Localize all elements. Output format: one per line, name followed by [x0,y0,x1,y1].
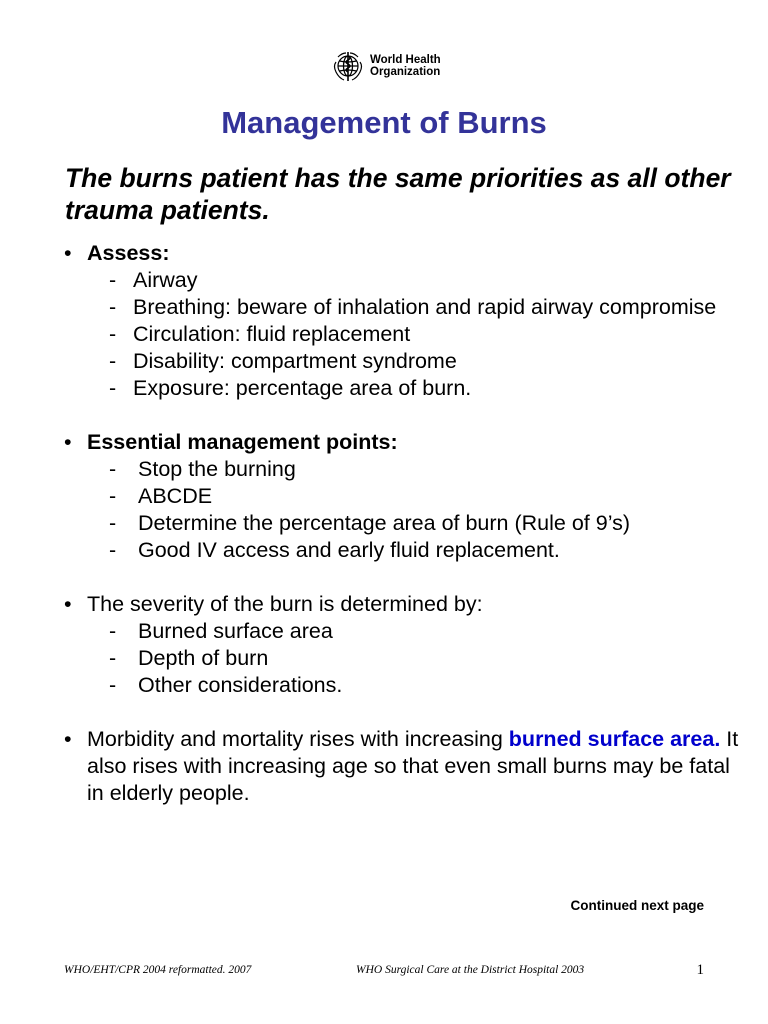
list-item: - Exposure: percentage area of burn. [109,376,472,400]
section-heading: Assess: [87,241,170,265]
section-morbidity [64,726,744,807]
list-item: - Burned surface area [109,619,333,643]
section-assess [64,240,744,402]
section-essential-management [64,429,744,564]
list-item: - Disability: compartment syndrome [109,349,457,373]
list-item: - Good IV access and early fluid replacement. [109,538,560,562]
sub-list [64,618,744,699]
list-item: - Determine the percentage area of burn (Rule of 9’s) [109,511,630,535]
organization-name-line2: Organization [370,66,441,78]
who-logo [330,48,441,84]
sub-list [64,456,744,564]
continued-note: Continued next page [570,898,704,913]
bullet-icon: • [64,592,72,616]
organization-name [370,54,441,78]
footer-document-code: WHO/EHT/CPR 2004 reformatted. 2007 [64,964,252,976]
list-item: - Circulation: fluid replacement [109,322,411,346]
sub-list [64,267,744,402]
section-severity [64,591,744,699]
list-item: - Other considerations. [109,673,343,697]
bullet-icon: • [64,430,72,454]
list-item: - Breathing: beware of inhalation and rapid airway compromise [109,295,717,319]
section-heading: Essential management points: [87,430,398,454]
bullet-icon: • [64,241,72,265]
page-title: Management of Burns [221,105,547,140]
list-item: - Airway [109,268,198,292]
page-subtitle: The burns patient has the same priorities as all other trauma patients. [65,163,731,225]
who-emblem-icon [330,48,366,84]
content-body [64,240,744,834]
list-item: - Depth of burn [109,646,269,670]
organization-name-line1: World Health [370,54,441,66]
page-number: 1 [696,962,704,978]
list-item: - Stop the burning [109,457,296,481]
bullet-icon: • [64,727,72,751]
paragraph-text: Morbidity and mortality rises with increasing burned surface area. It also rises with increasing age so that even small burns may be fatal in elderly people. [87,727,739,805]
list-item: - ABCDE [109,484,213,508]
highlighted-term: burned surface area. [508,727,721,751]
section-heading: The severity of the burn is determined by: [87,592,483,616]
footer-source: WHO Surgical Care at the District Hospital 2003 [356,964,585,976]
